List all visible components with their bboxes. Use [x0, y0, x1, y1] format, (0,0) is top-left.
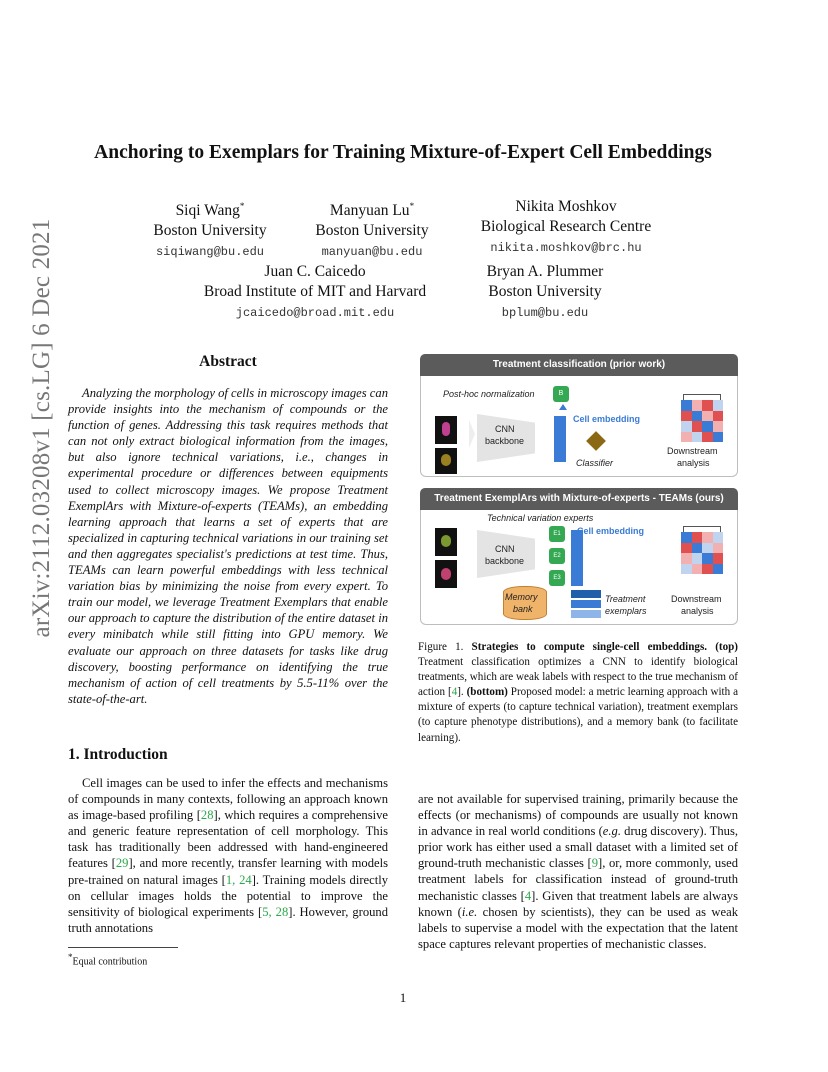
caption-text: Proposed model: a metric learning approach with a mixture of experts (to capture technical variation), treatment exemplars (to capture phenotype distributions), and a memory bank (to facilitate learning).: [418, 686, 738, 744]
body-text: ]. Given that treatment labels are always known (: [418, 888, 738, 919]
author-email: siqiwang@bu.edu: [155, 245, 265, 260]
citation-link[interactable]: 4: [451, 686, 458, 699]
body-italic: e.g.: [602, 824, 621, 839]
intro-left-column: [68, 775, 388, 936]
post-hoc-label: Post-hoc normalization: [443, 389, 535, 399]
expert-block: [549, 570, 565, 586]
analysis-label: analysis: [681, 606, 714, 616]
intro-right-column: [418, 791, 738, 952]
bank-label: bank: [513, 604, 533, 614]
equal-contribution-mark: *: [239, 201, 245, 211]
cell-embedding-label: Cell embedding: [577, 526, 645, 536]
cell-image-icon: [435, 448, 457, 474]
paper-title: Anchoring to Exemplars for Training Mixture-of-Expert Cell Embeddings: [94, 142, 712, 163]
footnote-text: Equal contribution: [72, 956, 148, 968]
footnote-rule: [68, 947, 178, 948]
input-arrow-icon: [469, 420, 475, 448]
citation-link[interactable]: 29: [115, 856, 129, 871]
body-text: ], and more recently, transfer learning with models pre-trained on natural images [: [68, 856, 388, 887]
intro-heading: 1. Introduction: [68, 746, 168, 763]
author-affiliation: Broad Institute of MIT and Harvard: [203, 282, 427, 300]
author-affiliation: Boston University: [488, 282, 602, 300]
citation-link[interactable]: 5, 28: [262, 904, 289, 919]
top-panel: [420, 376, 738, 477]
author-email: nikita.moshkov@brc.hu: [490, 241, 642, 255]
exemplar-bar-icon: [571, 590, 601, 598]
arxiv-identifier: arXiv:2112.03208v1 [cs.LG] 6 Dec 2021: [28, 218, 55, 638]
expert-block: [549, 526, 565, 542]
backbone-label: backbone: [485, 556, 525, 566]
expert-label: E3: [553, 575, 561, 581]
cell-image-icon: [435, 416, 457, 444]
heatmap-icon: [681, 532, 723, 574]
cnn-label: CNN: [495, 544, 515, 554]
body-text: are not available for supervised training, primarily because the effects (or mechanisms) of compounds are usually not known in advance in real world conditions (: [418, 792, 738, 839]
up-arrow-icon: [559, 404, 567, 410]
normalization-block-label: B: [558, 390, 564, 397]
caption-label: Figure 1.: [418, 641, 472, 653]
treatment-label: Treatment: [605, 594, 646, 604]
exemplars-label: exemplars: [605, 606, 647, 616]
cnn-label: CNN: [495, 424, 515, 434]
author-name: Manyuan Lu: [329, 202, 410, 220]
caption-bold: (bottom): [466, 686, 508, 699]
citation-link[interactable]: 1, 24: [225, 872, 252, 887]
caption-text: Treatment classification optimizes a CNN to identify biological treatments, which are weak labels with respect to the true mechanism of action [: [418, 656, 738, 699]
bottom-panel: [420, 510, 738, 625]
classifier-diamond-icon: [586, 431, 606, 451]
cnn-backbone-shape: [477, 530, 535, 578]
author-name: Juan C. Caicedo: [264, 263, 366, 280]
author-affiliation: Boston University: [153, 221, 267, 239]
analysis-label: analysis: [677, 458, 710, 468]
author-email: bplum@bu.edu: [501, 306, 589, 320]
body-text: ], which requires a comprehensive and generic feature representation of cell morphology. This task has traditionally been addressed with hand-engineered features [: [68, 808, 388, 871]
normalization-block: [553, 386, 569, 402]
cell-embedding-label: Cell embedding: [573, 414, 641, 424]
author-2: [302, 197, 442, 263]
expert-label: E1: [553, 531, 561, 537]
abstract-heading: Abstract: [199, 353, 257, 370]
author-name: Nikita Moshkov: [515, 198, 617, 215]
author-affiliation: Boston University: [315, 221, 429, 239]
bottom-panel-title: Treatment ExemplArs with Mixture-of-experts - TEAMs (ours): [420, 488, 738, 510]
caption-bold: Strategies to compute single-cell embeddings. (top): [471, 641, 738, 653]
page-number: 1: [399, 990, 407, 1005]
body-text: ], or, more commonly, used treatment labels for classification instead of ground-truth mechanistic classes [: [418, 856, 739, 903]
memory-label: Memory: [505, 592, 538, 602]
author-name: Siqi Wang: [175, 202, 240, 220]
body-text: chosen by scientists), they can be used as weak labels to supervise a model with the expectation that the latent space captures relevant properties of mechanistic classes.: [418, 904, 738, 951]
author-affiliation: Biological Research Centre: [480, 217, 652, 235]
author-3: [468, 197, 664, 259]
cell-image-icon: [435, 560, 457, 588]
citation-link[interactable]: 4: [524, 888, 532, 903]
backbone-label: backbone: [485, 436, 525, 446]
body-text: drug discovery). Thus, prior work has either used a small dataset with a limited set of ground-truth mechanistic classes [: [418, 824, 738, 871]
figure-1: [420, 354, 738, 626]
footnote-mark: *: [68, 952, 73, 962]
exemplar-bar-icon: [571, 610, 601, 618]
downstream-label: Downstream: [671, 594, 722, 604]
body-text: Cell images can be used to infer the effects and mechanisms of compounds in many contexts, following an approach known as image-based profiling [: [68, 776, 388, 823]
caption-text: ].: [457, 686, 467, 699]
author-5: [470, 262, 620, 324]
figure-1-caption: [418, 640, 738, 746]
author-name: Bryan A. Plummer: [486, 263, 604, 280]
classifier-label: Classifier: [576, 458, 614, 468]
top-panel-title: Treatment classification (prior work): [420, 354, 738, 376]
cell-image-icon: [435, 528, 457, 556]
author-email: manyuan@bu.edu: [321, 245, 423, 260]
body-text: ]. Training models directly on cellular images holds the potential to improve the sensitivity of biological experiments [: [68, 872, 389, 919]
expert-block: [549, 548, 565, 564]
author-4: [190, 262, 440, 324]
equal-contribution-mark: *: [409, 201, 415, 211]
footnote: [68, 952, 147, 967]
body-text: ]. However, ground truth annotations: [68, 904, 389, 935]
citation-link[interactable]: 28: [200, 808, 214, 823]
embedding-bar: [571, 530, 583, 586]
downstream-label: Downstream: [667, 446, 718, 456]
body-italic: i.e.: [461, 904, 478, 919]
tech-variation-label: Technical variation experts: [487, 513, 594, 523]
expert-label: E2: [553, 553, 561, 559]
citation-link[interactable]: 9: [591, 856, 599, 871]
embedding-bar: [554, 416, 566, 462]
heatmap-icon: [681, 400, 723, 442]
exemplar-bar-icon: [571, 600, 601, 608]
author-1: [140, 197, 280, 263]
abstract-text: Analyzing the morphology of cells in microscopy images can provide insights into the mechanism of compounds or the function of genes. Addressing this task requires methods that can not only extract biological information from the images, but also ignore technical variations, i.e., changes in experimental procedure or differences between equipments used to collect microscopy images. We propose Treatment ExemplArs with Mixture-of-experts (TEAMs), an embedding learning approach that learns a set of experts that are specialized in capturing technical variations in our training set and then aggregates specialist's predictions at test time. Thus, TEAMs can learn powerful embeddings with less technical variation bias by minimizing the noise from every expert. To train our model, we leverage Treatment Exemplars that enable our approach to capture the distribution of the entire dataset in every minibatch while still fitting into GPU memory. We evaluate our approach on three datasets for tasks like drug discovery, boosting performance on identifying the true mechanism of action of cell treatments by 5.5-11% over the state-of-the-art.: [68, 386, 388, 706]
author-email: jcaicedo@broad.mit.edu: [235, 306, 395, 320]
